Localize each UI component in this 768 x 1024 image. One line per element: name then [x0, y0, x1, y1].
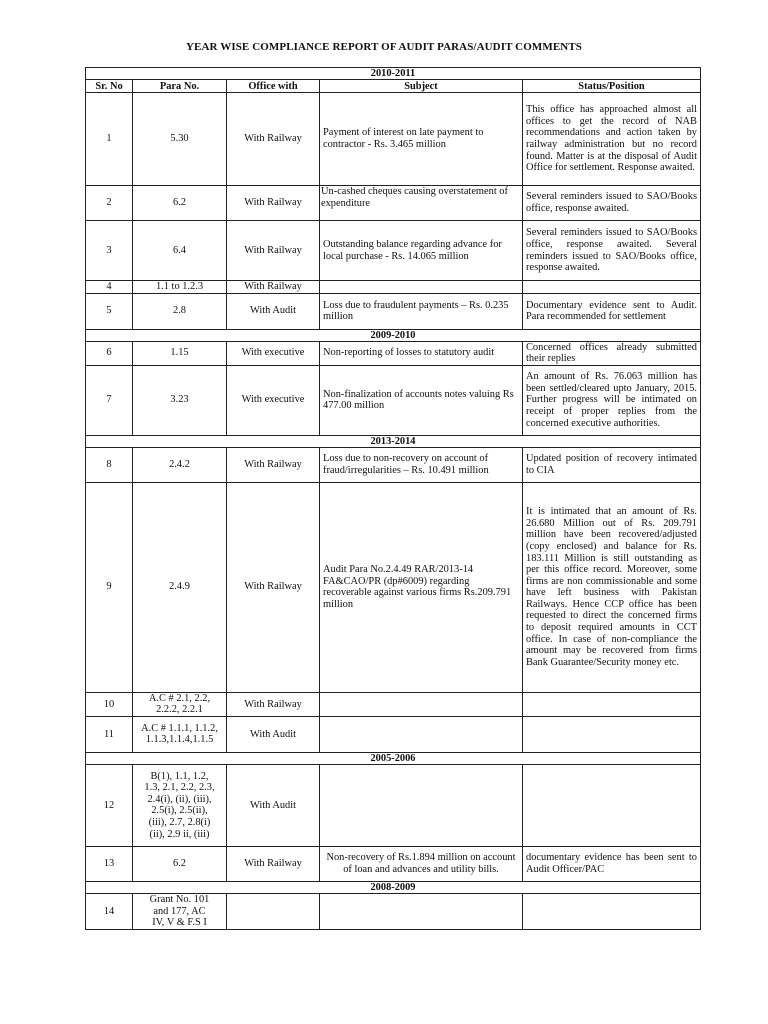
- status-cell: It is intimated that an amount of Rs. 26.680 Million out of Rs. 209.791 million have been recovered/adjusted (copy enclosed) and balance for Rs. 183.111 Million is still outstanding as per this office record. Moreover, some firms are non commissionable and some have left business with Pakistan Railways. Hence CCP office has been requested to direct the concerned firms to deposit required amounts in CCT office. In case of non-compliance the amount may be recovered from firms Bank Guarantee/Security money etc.: [523, 482, 701, 692]
- para-cell: 1.15: [133, 341, 227, 365]
- report-title: YEAR WISE COMPLIANCE REPORT OF AUDIT PARAS/AUDIT COMMENTS: [186, 41, 582, 53]
- status-cell: Concerned offices already submitted their replies: [523, 341, 701, 365]
- para-cell: 2.4.2: [133, 447, 227, 482]
- col-header-office: Office with: [227, 80, 320, 93]
- status-cell: documentary evidence has been sent to Audit Officer/PAC: [523, 846, 701, 881]
- office-cell: With Railway: [227, 447, 320, 482]
- subject-cell: [320, 716, 523, 752]
- subject-cell: Un-cashed cheques causing overstatement of expenditure: [320, 186, 523, 221]
- year-label: 2005-2006: [86, 752, 701, 764]
- para-cell: 6.2: [133, 186, 227, 221]
- subject-cell: [320, 764, 523, 846]
- header-row: [86, 80, 701, 93]
- year-label: 2010-2011: [86, 68, 701, 80]
- para-cell: 6.2: [133, 846, 227, 881]
- sr-cell: 10: [86, 692, 133, 716]
- table-row: [86, 93, 701, 186]
- para-cell: 1.1 to 1.2.3: [133, 281, 227, 294]
- para-cell: A.C # 1.1.1, 1.1.2, 1.1.3,1.1.4,1.1.5: [133, 716, 227, 752]
- sr-cell: 4: [86, 281, 133, 294]
- table-row: [86, 447, 701, 482]
- sr-cell: 2: [86, 186, 133, 221]
- sr-cell: 1: [86, 93, 133, 186]
- status-cell: Updated position of recovery intimated to CIA: [523, 447, 701, 482]
- table-row: [86, 186, 701, 221]
- subject-cell: Non-reporting of losses to statutory audit: [320, 341, 523, 365]
- status-cell: [523, 692, 701, 716]
- year-row: [86, 435, 701, 447]
- sr-cell: 13: [86, 846, 133, 881]
- office-cell: With Audit: [227, 716, 320, 752]
- office-cell: With Railway: [227, 846, 320, 881]
- subject-cell: Non-recovery of Rs.1.894 million on account of loan and advances and utility bills.: [320, 846, 523, 881]
- col-header-sr: Sr. No: [86, 80, 133, 93]
- table-row: [86, 221, 701, 281]
- sr-cell: 5: [86, 293, 133, 329]
- table-row: [86, 764, 701, 846]
- office-cell: With Railway: [227, 281, 320, 294]
- year-label: 2008-2009: [86, 881, 701, 893]
- subject-cell: [320, 893, 523, 929]
- compliance-table: [85, 67, 701, 930]
- office-cell: With Railway: [227, 221, 320, 281]
- year-row: [86, 68, 701, 80]
- year-label: 2013-2014: [86, 435, 701, 447]
- status-cell: [523, 281, 701, 294]
- para-cell: 3.23: [133, 365, 227, 435]
- status-cell: [523, 764, 701, 846]
- table-row: [86, 716, 701, 752]
- office-cell: With Railway: [227, 482, 320, 692]
- office-cell: [227, 893, 320, 929]
- subject-cell: [320, 281, 523, 294]
- col-header-para: Para No.: [133, 80, 227, 93]
- year-row: [86, 881, 701, 893]
- para-cell: 5.30: [133, 93, 227, 186]
- para-cell: B(1), 1.1, 1.2, 1.3, 2.1, 2.2, 2.3, 2.4(i), (ii), (iii), 2.5(i), 2.5(ii), (iii), 2.7, 2.8(i)(ii), 2.9 ii, (iii): [133, 764, 227, 846]
- subject-cell: Audit Para No.2.4.49 RAR/2013-14 FA&CAO/PR (dp#6009) regarding recoverable against various firms Rs.209.791 million: [320, 482, 523, 692]
- office-cell: With Audit: [227, 293, 320, 329]
- sr-cell: 6: [86, 341, 133, 365]
- table-row: [86, 692, 701, 716]
- para-cell: 2.4.9: [133, 482, 227, 692]
- table-row: [86, 846, 701, 881]
- subject-cell: Loss due to fraudulent payments – Rs. 0.235 million: [320, 293, 523, 329]
- office-cell: With Railway: [227, 93, 320, 186]
- status-cell: This office has approached almost all offices to get the record of NAB recommendations and action taken by railway administration but no record found. Matter is at the disposal of Audit Office for settlement. Response awaited.: [523, 93, 701, 186]
- office-cell: With executive: [227, 341, 320, 365]
- status-cell: [523, 716, 701, 752]
- subject-cell: Payment of interest on late payment to contractor - Rs. 3.465 million: [320, 93, 523, 186]
- sr-cell: 12: [86, 764, 133, 846]
- year-row: [86, 329, 701, 341]
- subject-cell: [320, 692, 523, 716]
- para-cell: A.C # 2.1, 2.2, 2.2.2, 2.2.1: [133, 692, 227, 716]
- para-cell: 2.8: [133, 293, 227, 329]
- sr-cell: 3: [86, 221, 133, 281]
- status-cell: [523, 893, 701, 929]
- table-row: [86, 281, 701, 294]
- sr-cell: 7: [86, 365, 133, 435]
- sr-cell: 9: [86, 482, 133, 692]
- year-row: [86, 752, 701, 764]
- para-cell: 6.4: [133, 221, 227, 281]
- office-cell: With executive: [227, 365, 320, 435]
- sr-cell: 11: [86, 716, 133, 752]
- subject-cell: Non-finalization of accounts notes valuing Rs 477.00 million: [320, 365, 523, 435]
- office-cell: With Railway: [227, 692, 320, 716]
- table-row: [86, 482, 701, 692]
- col-header-subject: Subject: [320, 80, 523, 93]
- status-cell: Several reminders issued to SAO/Books office, response awaited. Several reminders issued to SAO/Books office, response awaited.: [523, 221, 701, 281]
- status-cell: Documentary evidence sent to Audit. Para recommended for settlement: [523, 293, 701, 329]
- sr-cell: 14: [86, 893, 133, 929]
- para-cell: Grant No. 101 and 177, AC IV, V & F.S I: [133, 893, 227, 929]
- year-label: 2009-2010: [86, 329, 701, 341]
- status-cell: An amount of Rs. 76.063 million has been settled/cleared upto January, 2015. Further progress will be intimated on receipt of proper replies from the concerned executive authorities.: [523, 365, 701, 435]
- table-row: [86, 341, 701, 365]
- office-cell: With Audit: [227, 764, 320, 846]
- status-cell: Several reminders issued to SAO/Books office, response awaited.: [523, 186, 701, 221]
- table-row: [86, 365, 701, 435]
- sr-cell: 8: [86, 447, 133, 482]
- subject-cell: Outstanding balance regarding advance for local purchase - Rs. 14.065 million: [320, 221, 523, 281]
- subject-cell: Loss due to non-recovery on account of fraud/irregularities – Rs. 10.491 million: [320, 447, 523, 482]
- table-row: [86, 893, 701, 929]
- col-header-status: Status/Position: [523, 80, 701, 93]
- office-cell: With Railway: [227, 186, 320, 221]
- table-row: [86, 293, 701, 329]
